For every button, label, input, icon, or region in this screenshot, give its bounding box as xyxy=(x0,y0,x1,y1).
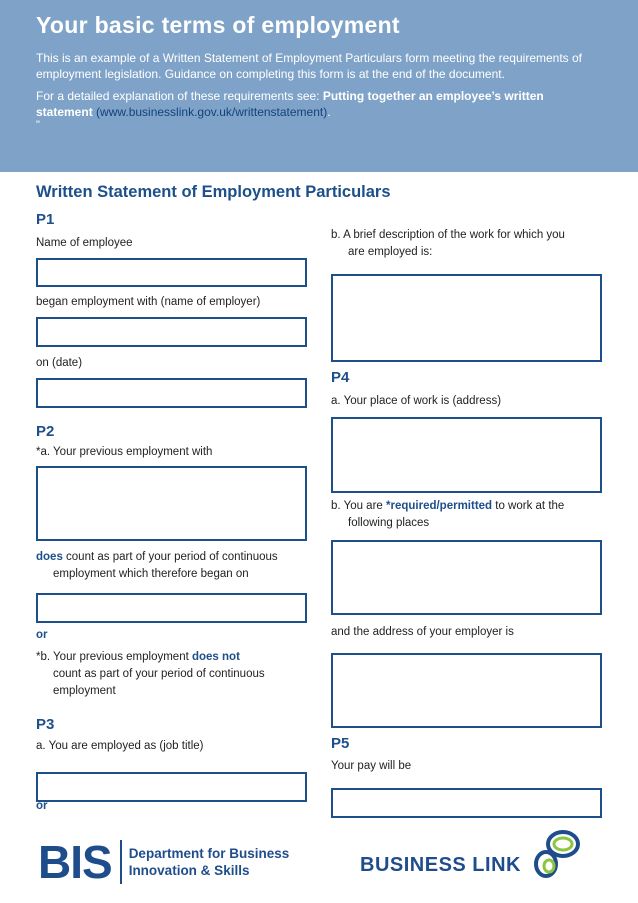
detail-text xyxy=(36,88,602,120)
bis-dept-line2: Innovation & Skills xyxy=(128,863,250,878)
does-not-highlight: does not xyxy=(191,651,240,663)
place-of-work-field[interactable] xyxy=(331,417,602,493)
start-date-field[interactable] xyxy=(36,378,307,408)
bis-wordmark: BIS xyxy=(38,836,112,888)
business-link-wordmark: BUSINESS LINK xyxy=(360,854,521,876)
start-date-label: on (date) xyxy=(36,357,83,369)
previous-employer-field[interactable] xyxy=(36,466,307,541)
does-rest-line2: employment which therefore began on xyxy=(53,568,249,580)
bis-dept-line1: Department for Business xyxy=(128,846,290,861)
form-title: Written Statement of Employment Particulars xyxy=(36,183,391,201)
previous-employment-label: *a. Your previous employment with xyxy=(36,446,213,458)
place-of-work-label: a. Your place of work is (address) xyxy=(331,395,502,407)
or-text-2: or xyxy=(36,800,48,812)
req-rest-line1: to work at the xyxy=(492,500,565,512)
pay-label: Your pay will be xyxy=(331,760,412,772)
detail-prefix: For a detailed explanation of these requirements see: xyxy=(36,89,323,103)
or-label-1 xyxy=(36,627,48,644)
p1-heading: P1 xyxy=(36,211,55,228)
work-description-label xyxy=(331,227,611,261)
or-text-1: or xyxy=(36,629,48,641)
employer-address-field[interactable] xyxy=(331,653,602,728)
employee-name-label: Name of employee xyxy=(36,237,133,249)
required-permitted-highlight: *required/permitted xyxy=(386,500,493,512)
work-desc-line2: are employed is: xyxy=(348,246,433,258)
p2-heading: P2 xyxy=(36,423,55,440)
or-label-2 xyxy=(36,798,48,815)
does-highlight: does xyxy=(36,551,63,563)
required-places-label xyxy=(331,498,611,532)
continuous-start-date-field[interactable] xyxy=(36,593,307,623)
business-link-logo xyxy=(360,824,580,886)
bis-divider xyxy=(120,840,122,884)
continuous-employment-label xyxy=(36,549,316,583)
p4-heading: P4 xyxy=(331,369,350,386)
job-title-field[interactable] xyxy=(36,772,307,802)
intro-text: This is an example of a Written Statement of Employment Particulars form meeting the requirements of employment legislation. Guidance on completing this form is at the end of the document. xyxy=(36,51,583,81)
required-places-field[interactable] xyxy=(331,540,602,615)
req-rest-line2: following places xyxy=(348,517,430,529)
detail-guide-title: Putting together an employee’s written statement xyxy=(36,89,544,119)
work-description-field[interactable] xyxy=(331,274,602,362)
employee-name-field[interactable] xyxy=(36,258,307,287)
page-title: Your basic terms of employment xyxy=(36,12,400,38)
employer-name-label: began employment with (name of employer) xyxy=(36,296,261,308)
pay-field[interactable] xyxy=(331,788,602,818)
previous-not-counted-label xyxy=(36,649,316,700)
page-header xyxy=(0,0,638,172)
does-rest-line1: count as part of your period of continuous xyxy=(62,551,278,563)
bis-logo xyxy=(38,838,289,886)
guide-link[interactable]: (www.businesslink.gov.uk/writtenstatement) xyxy=(96,105,328,119)
b-rest-line2: employment xyxy=(53,685,116,697)
job-title-label: a. You are employed as (job title) xyxy=(36,740,204,752)
rings-icon xyxy=(525,824,585,884)
b-prefix: *b. Your previous employment xyxy=(36,651,192,663)
quote-mark: " xyxy=(36,119,40,131)
work-desc-line1: b. A brief description of the work for which you xyxy=(331,229,565,241)
p5-heading: P5 xyxy=(331,735,350,752)
employer-name-field[interactable] xyxy=(36,317,307,347)
bis-department xyxy=(129,845,290,879)
b-rest-line1: count as part of your period of continuous xyxy=(53,668,265,680)
p3-heading: P3 xyxy=(36,716,55,733)
employer-address-label: and the address of your employer is xyxy=(331,626,514,638)
req-prefix: b. You are xyxy=(331,500,386,512)
detail-suffix: . xyxy=(327,105,331,119)
